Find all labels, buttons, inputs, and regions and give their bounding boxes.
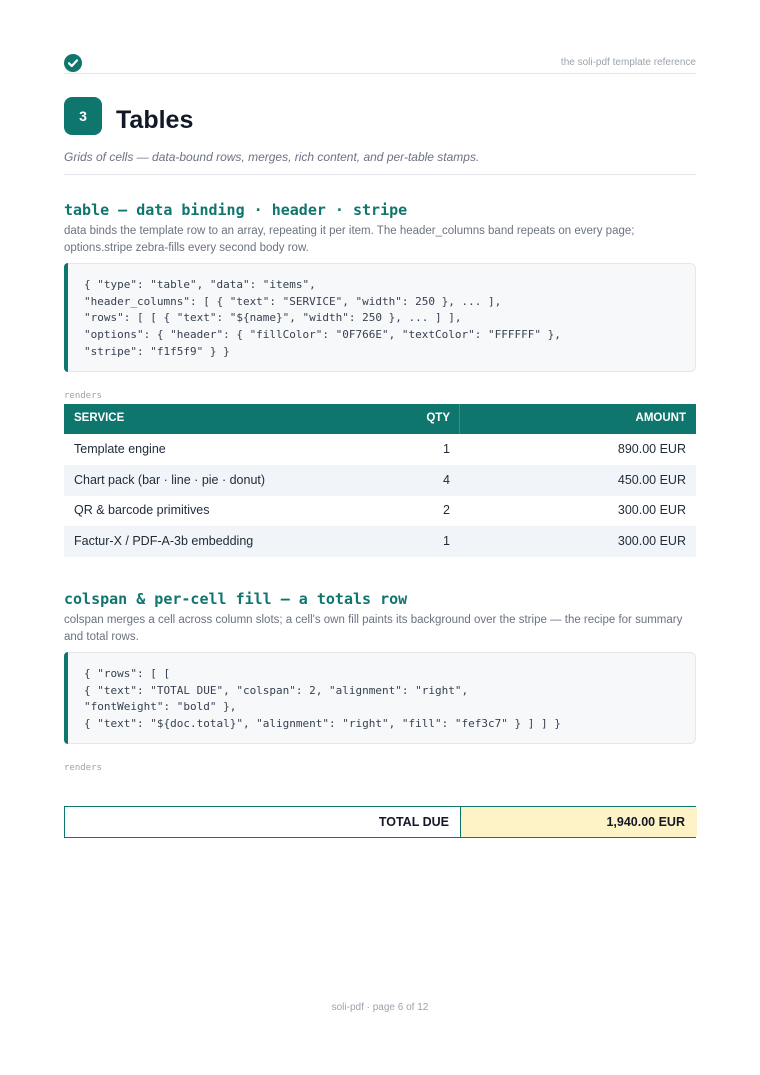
header-divider [64,73,696,74]
cell-amount: 300.00 EUR [617,534,686,548]
chapter-divider [64,174,696,175]
cell-qty: 1 [443,534,450,548]
code-line: { "rows": [ [ [84,667,171,680]
totals-label: TOTAL DUE [378,815,449,829]
page-footer: soli-pdf · page 6 of 12 [331,1002,429,1013]
cell-amount: 300.00 EUR [617,503,686,517]
code-line: "options": { "header": { "fillColor": "0F766E", "textColor": "FFFFFF" }, [84,328,561,341]
code-line: "stripe": "f1f5f9" } } [84,345,230,358]
code-line: "header_columns": [ { "text": "SERVICE", "width": 250 }, ... ], [84,295,502,308]
code-line: { "text": "TOTAL DUE", "colspan": 2, "alignment": "right", [84,684,469,697]
code-block-colspan [64,652,696,744]
totals-value: 1,940.00 EUR [606,815,685,829]
totals-row [64,806,696,838]
cell-service: Template engine [74,442,166,456]
code-line: { "type": "table", "data": "items", [84,278,316,291]
reference-text: the soli-pdf template reference [560,57,696,68]
code-block-table [64,263,696,372]
code-line: { "text": "${doc.total}", "alignment": "right", "fill": "fef3c7" } ] ] } [84,717,561,730]
chapter-subtitle: Grids of cells — data-bound rows, merges, rich content, and per-table stamps. [64,150,480,164]
table-row [64,434,696,465]
table-row [64,495,696,526]
table-header-row [64,404,696,434]
cell-qty: 2 [443,503,450,517]
renders-label: renders [64,391,102,401]
code-line: "fontWeight": "bold" }, [84,700,237,713]
code-accent-bar [64,263,68,372]
cell-qty: 4 [443,473,450,487]
section-description-colspan: colspan merges a cell across column slots; a cell's own fill paints its background over the stripe — the recipe for summary and total rows. [64,614,683,643]
column-header-amount: AMOUNT [635,412,686,424]
cell-service: QR & barcode primitives [74,503,210,517]
chapter-number-badge: 3 [64,97,102,135]
section-title-table: table — data binding · header · stripe [64,201,408,219]
renders-label: renders [64,763,102,773]
cell-service: Factur-X / PDF-A-3b embedding [74,534,254,548]
cell-amount: 450.00 EUR [617,473,686,487]
chapter-title: Tables [116,106,194,134]
page-header [64,54,696,74]
check-circle-icon [64,54,82,72]
cell-amount: 890.00 EUR [617,442,686,456]
column-divider [459,404,460,434]
column-header-service: SERVICE [74,412,125,424]
cell-service: Chart pack (bar · line · pie · donut) [74,473,266,487]
section-title-colspan: colspan & per-cell fill — a totals row [64,590,408,608]
table-row [64,465,696,496]
cell-qty: 1 [443,442,450,456]
code-accent-bar [64,652,68,744]
section-description-table: data binds the template row to an array, repeating it per item. The header_columns band repeats on every page; options.stripe zebra-fills every second body row. [64,225,635,254]
table-row [64,526,696,557]
column-header-qty: QTY [426,412,450,424]
code-line: "rows": [ [ { "text": "${name}", "width": 250 }, ... ] ], [84,311,462,324]
